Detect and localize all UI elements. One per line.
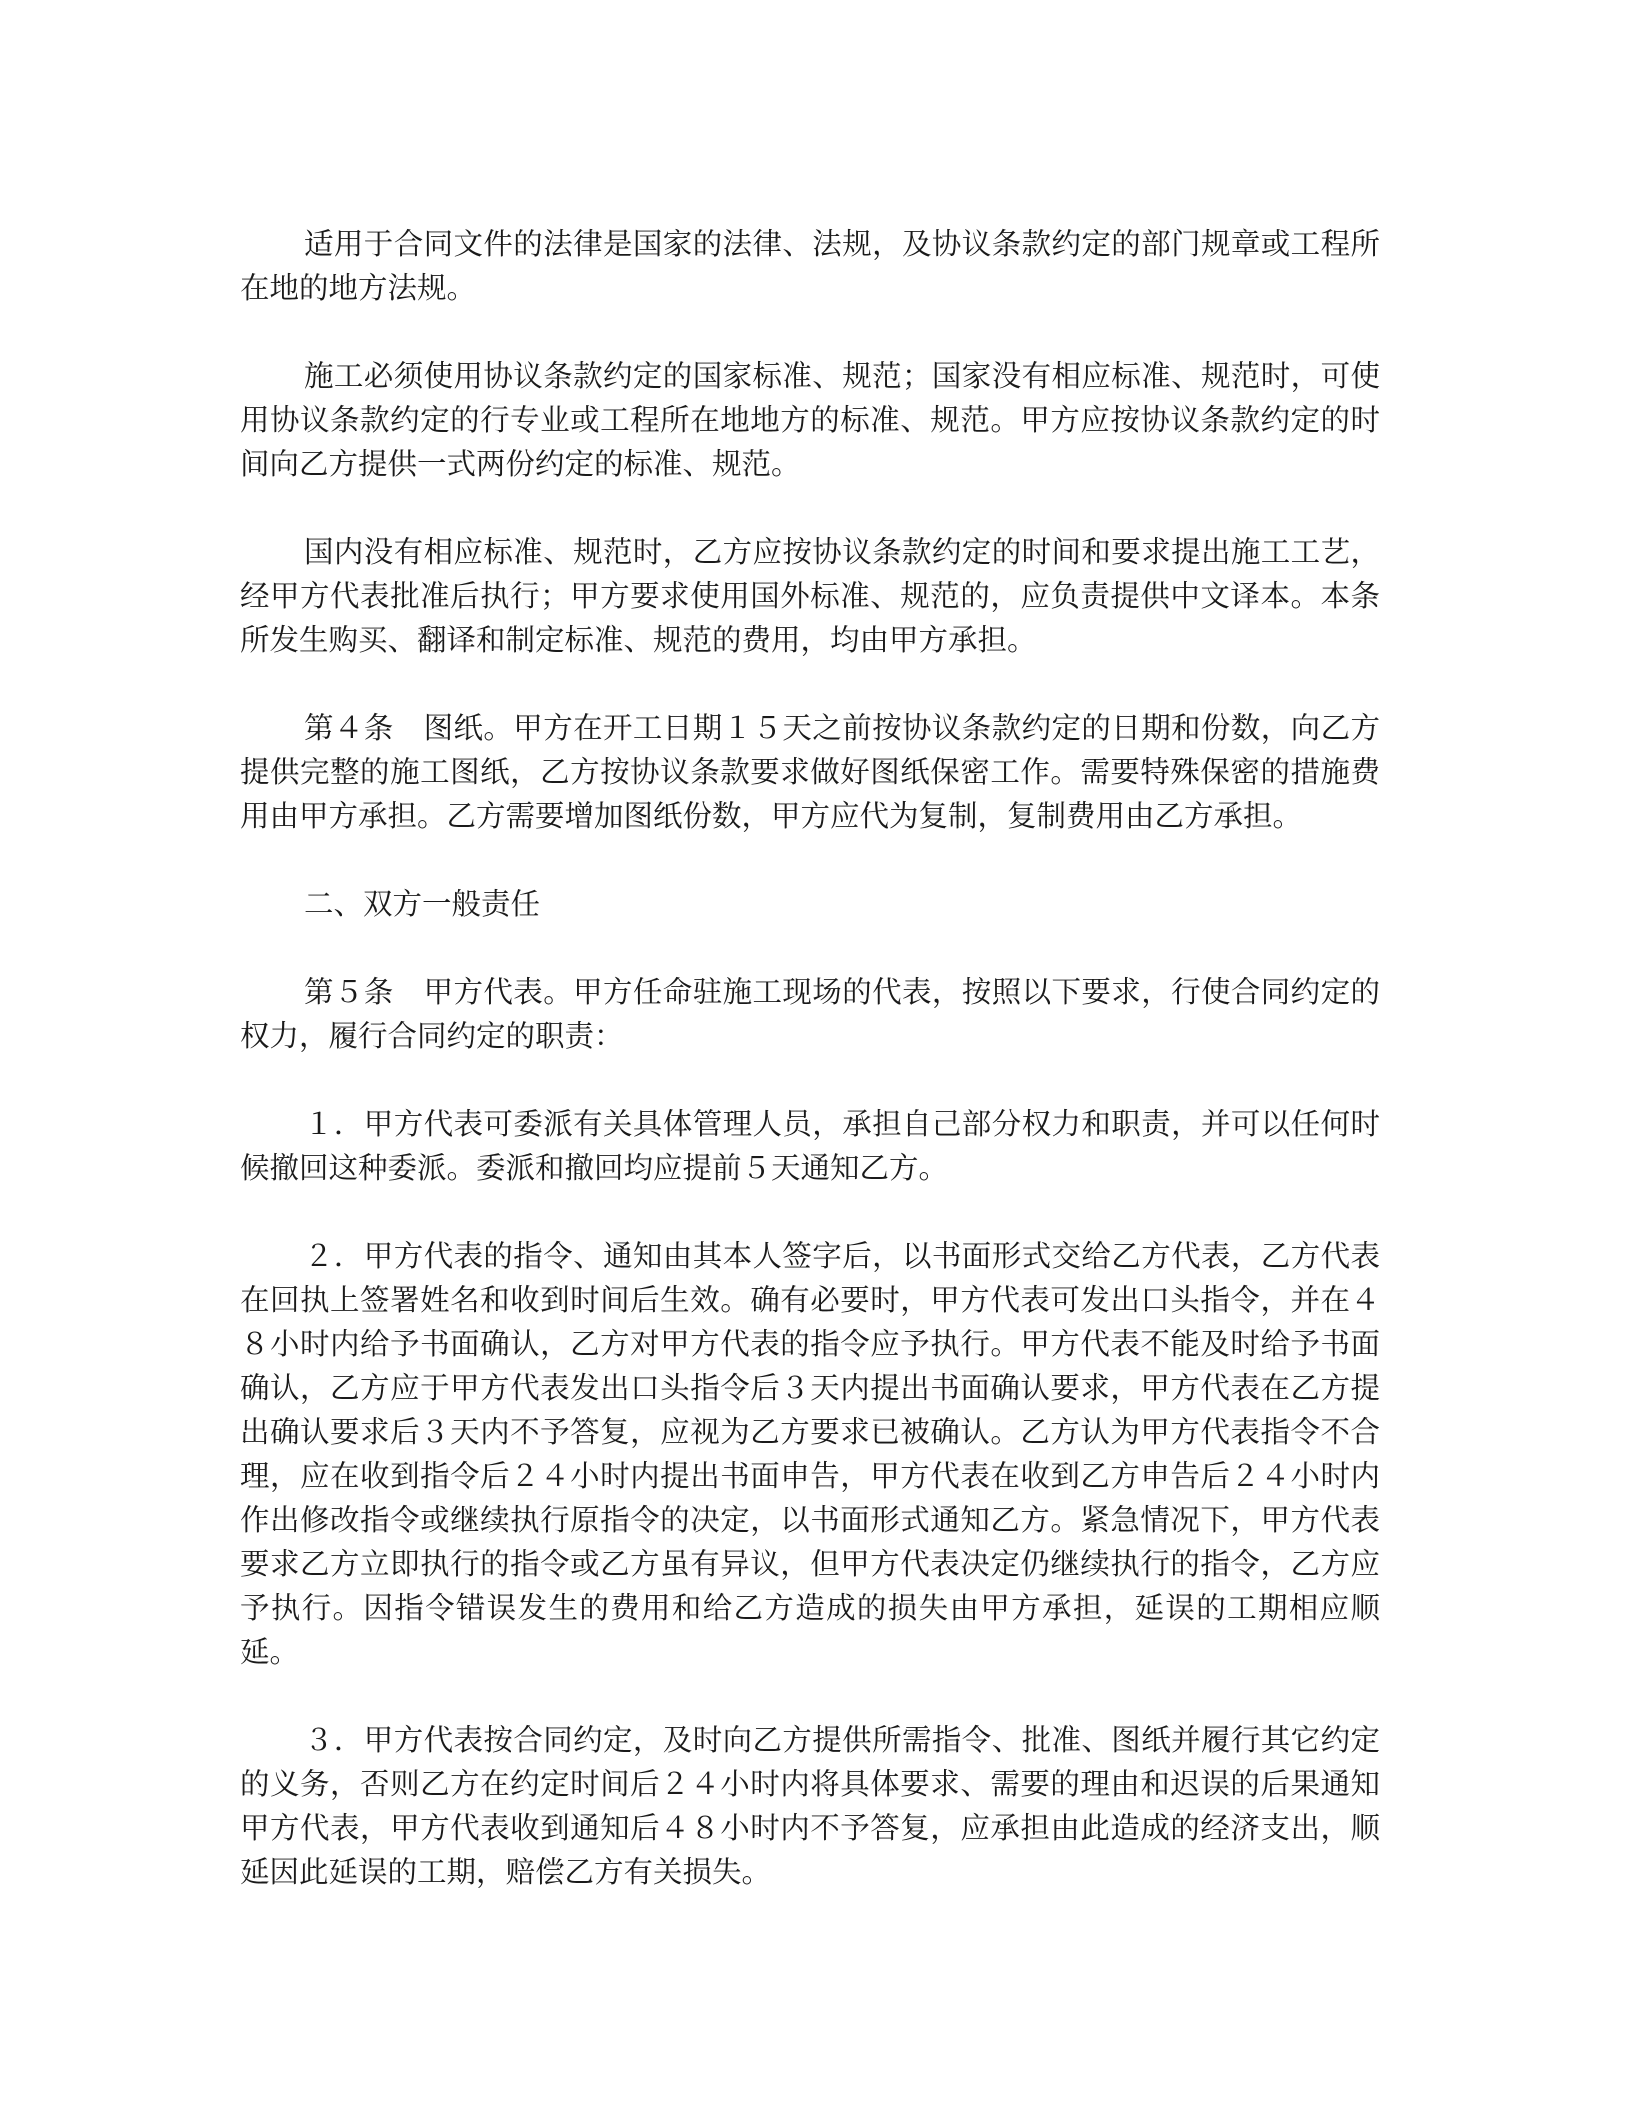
section-heading-general-responsibilities: 二、双方一般责任	[304, 887, 541, 921]
paragraph-article-4-drawings: 第４条 图纸。甲方在开工日期１５天之前按协议条款约定的日期和份数，向乙方提供完整的施工图纸，乙方按协议条款要求做好图纸保密工作。需要特殊保密的措施费用由甲方承担。乙方需要增加图纸份数，甲方应代为复制，复制费用由乙方承担。	[240, 711, 1380, 833]
paragraph-applicable-law: 适用于合同文件的法律是国家的法律、法规，及协议条款约定的部门规章或工程所在地的地方法规。	[240, 227, 1380, 305]
paragraph-standards: 施工必须使用协议条款约定的国家标准、规范；国家没有相应标准、规范时，可使用协议条款约定的行专业或工程所在地地方的标准、规范。甲方应按协议条款约定的时间向乙方提供一式两份约定的标准、规范。	[240, 359, 1380, 481]
paragraph-article-5-representative: 第５条 甲方代表。甲方任命驻施工现场的代表，按照以下要求，行使合同约定的权力，履行合同约定的职责：	[240, 975, 1380, 1053]
paragraph-foreign-standards: 国内没有相应标准、规范时，乙方应按协议条款约定的时间和要求提出施工工艺，经甲方代表批准后执行；甲方要求使用国外标准、规范的，应负责提供中文译本。本条所发生购买、翻译和制定标准、规范的费用，均由甲方承担。	[240, 535, 1380, 657]
list-item-3: ３．甲方代表按合同约定，及时向乙方提供所需指令、批准、图纸并履行其它约定的义务，否则乙方在约定时间后２４小时内将具体要求、需要的理由和迟误的后果通知甲方代表，甲方代表收到通知后４８小时内不予答复，应承担由此造成的经济支出，顺延因此延误的工期，赔偿乙方有关损失。	[240, 1723, 1380, 1889]
list-item-2: ２．甲方代表的指令、通知由其本人签字后，以书面形式交给乙方代表，乙方代表在回执上签署姓名和收到时间后生效。确有必要时，甲方代表可发出口头指令，并在４８小时内给予书面确认，乙方对甲方代表的指令应予执行。甲方代表不能及时给予书面确认，乙方应于甲方代表发出口头指令后３天内提出书面确认要求，甲方代表在乙方提出确认要求后３天内不予答复，应视为乙方要求已被确认。乙方认为甲方代表指令不合理，应在收到指令后２４小时内提出书面申告，甲方代表在收到乙方申告后２４小时内作出修改指令或继续执行原指令的决定，以书面形式通知乙方。紧急情况下，甲方代表要求乙方立即执行的指令或乙方虽有异议，但甲方代表决定仍继续执行的指令，乙方应予执行。因指令错误发生的费用和给乙方造成的损失由甲方承担，延误的工期相应顺延。	[240, 1239, 1380, 1669]
document-page	[240, 222, 1380, 1894]
list-item-1: １．甲方代表可委派有关具体管理人员，承担自己部分权力和职责，并可以任何时候撤回这种委派。委派和撤回均应提前５天通知乙方。	[240, 1107, 1380, 1185]
